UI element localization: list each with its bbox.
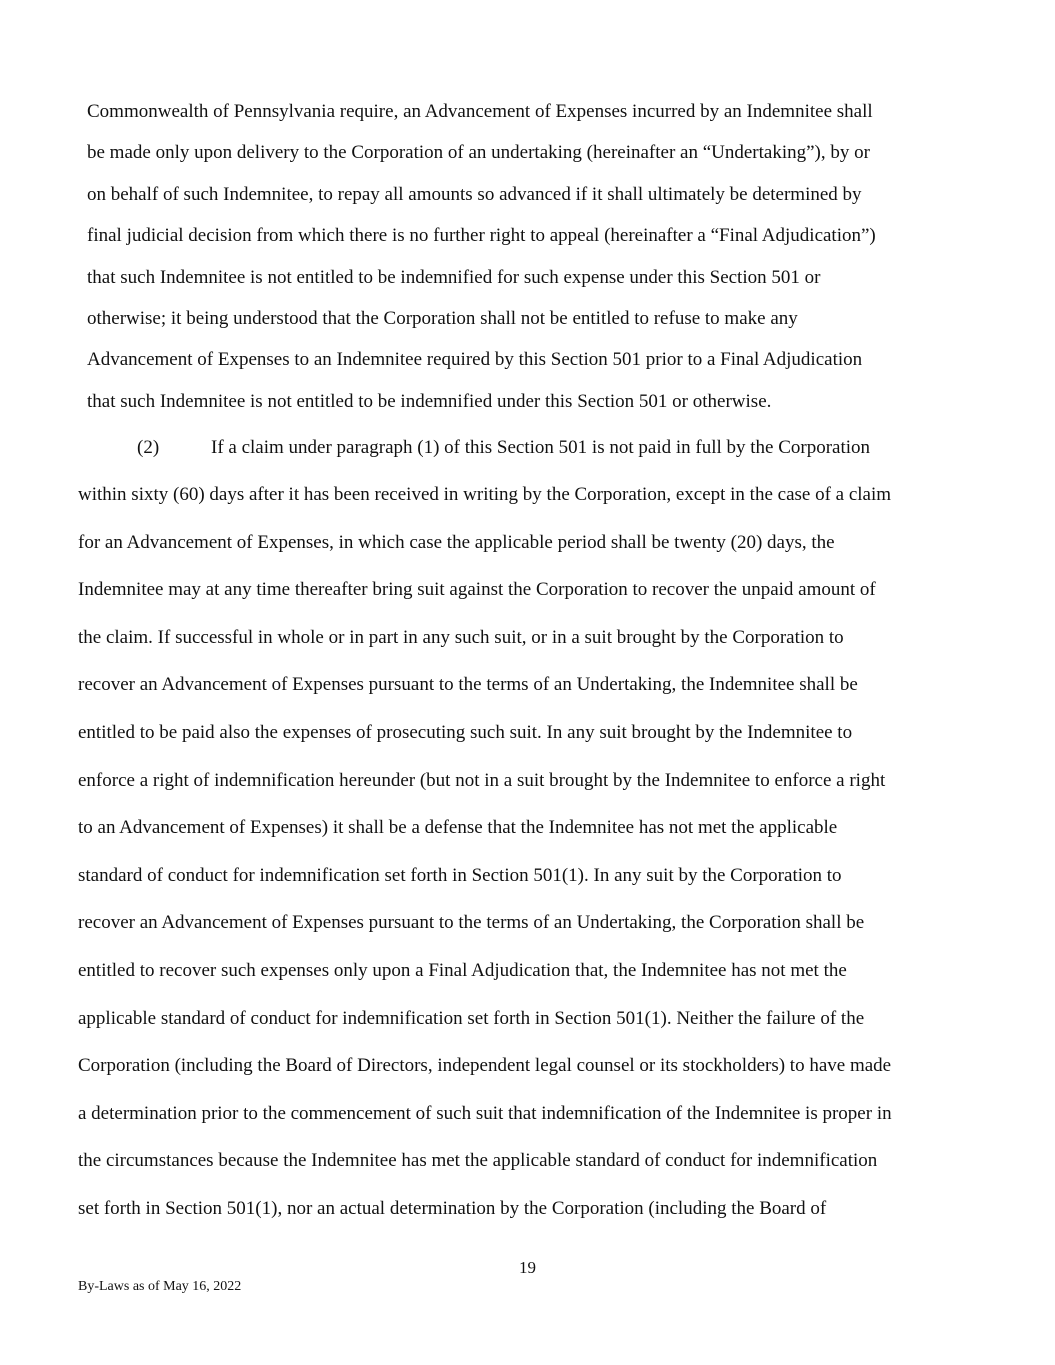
- text-line: that such Indemnitee is not entitled to be indemnified for such expense under this Section 501 or: [87, 266, 821, 288]
- text-line: recover an Advancement of Expenses pursuant to the terms of an Undertaking, the Corporation shall be: [78, 912, 865, 934]
- text-line: applicable standard of conduct for indemnification set forth in Section 501(1). Neither the failure of the: [78, 1007, 865, 1029]
- text-line: for an Advancement of Expenses, in which case the applicable period shall be twenty (20) days, the: [78, 531, 835, 553]
- text-line: a determination prior to the commencement of such suit that indemnification of the Indemnitee is proper in: [78, 1102, 892, 1124]
- text-line: standard of conduct for indemnification set forth in Section 501(1). In any suit by the Corporation to: [78, 864, 842, 886]
- text-line: Advancement of Expenses to an Indemnitee required by this Section 501 prior to a Final Adjudication: [87, 349, 863, 371]
- text-line: within sixty (60) days after it has been received in writing by the Corporation, except in the case of a claim: [78, 484, 892, 505]
- text-line: be made only upon delivery to the Corporation of an undertaking (hereinafter an “Undertaking”), by or: [87, 142, 870, 164]
- page-number: 19: [519, 1258, 536, 1277]
- text-line: enforce a right of indemnification hereunder (but not in a suit brought by the Indemnitee to enforce a right: [78, 769, 886, 791]
- paragraph-number: (2): [137, 437, 160, 458]
- text-line: recover an Advancement of Expenses pursuant to the terms of an Undertaking, the Indemnitee shall be: [78, 674, 858, 696]
- text-line: the claim. If successful in whole or in part in any such suit, or in a suit brought by the Corporation to: [78, 626, 844, 648]
- text-line: otherwise; it being understood that the Corporation shall not be entitled to refuse to make any: [87, 308, 798, 329]
- text-line: final judicial decision from which there is no further right to appeal (hereinafter a “Final Adjudication”): [87, 225, 876, 247]
- text-line: set forth in Section 501(1), nor an actual determination by the Corporation (including the Board of: [78, 1198, 827, 1219]
- text-line: Commonwealth of Pennsylvania require, an Advancement of Expenses incurred by an Indemnitee shall: [87, 101, 873, 122]
- text-line: entitled to recover such expenses only upon a Final Adjudication that, the Indemnitee has not met the: [78, 960, 847, 981]
- text-line: the circumstances because the Indemnitee has met the applicable standard of conduct for indemnification: [78, 1150, 878, 1172]
- text-line: Corporation (including the Board of Directors, independent legal counsel or its stockholders) to have made: [78, 1055, 892, 1077]
- text-line: Indemnitee may at any time thereafter bring suit against the Corporation to recover the unpaid amount of: [78, 579, 876, 601]
- text-line: on behalf of such Indemnitee, to repay all amounts so advanced if it shall ultimately be determined by: [87, 183, 862, 205]
- footer-text: By-Laws as of May 16, 2022: [78, 1279, 242, 1294]
- text-line: to an Advancement of Expenses) it shall be a defense that the Indemnitee has not met the applicable: [78, 817, 838, 839]
- text-line: that such Indemnitee is not entitled to be indemnified under this Section 501 or otherwise.: [87, 390, 772, 412]
- text-line: entitled to be paid also the expenses of prosecuting such suit. In any suit brought by the Indemnitee to: [78, 722, 853, 743]
- paragraph-first-line: If a claim under paragraph (1) of this Section 501 is not paid in full by the Corporation: [211, 437, 871, 458]
